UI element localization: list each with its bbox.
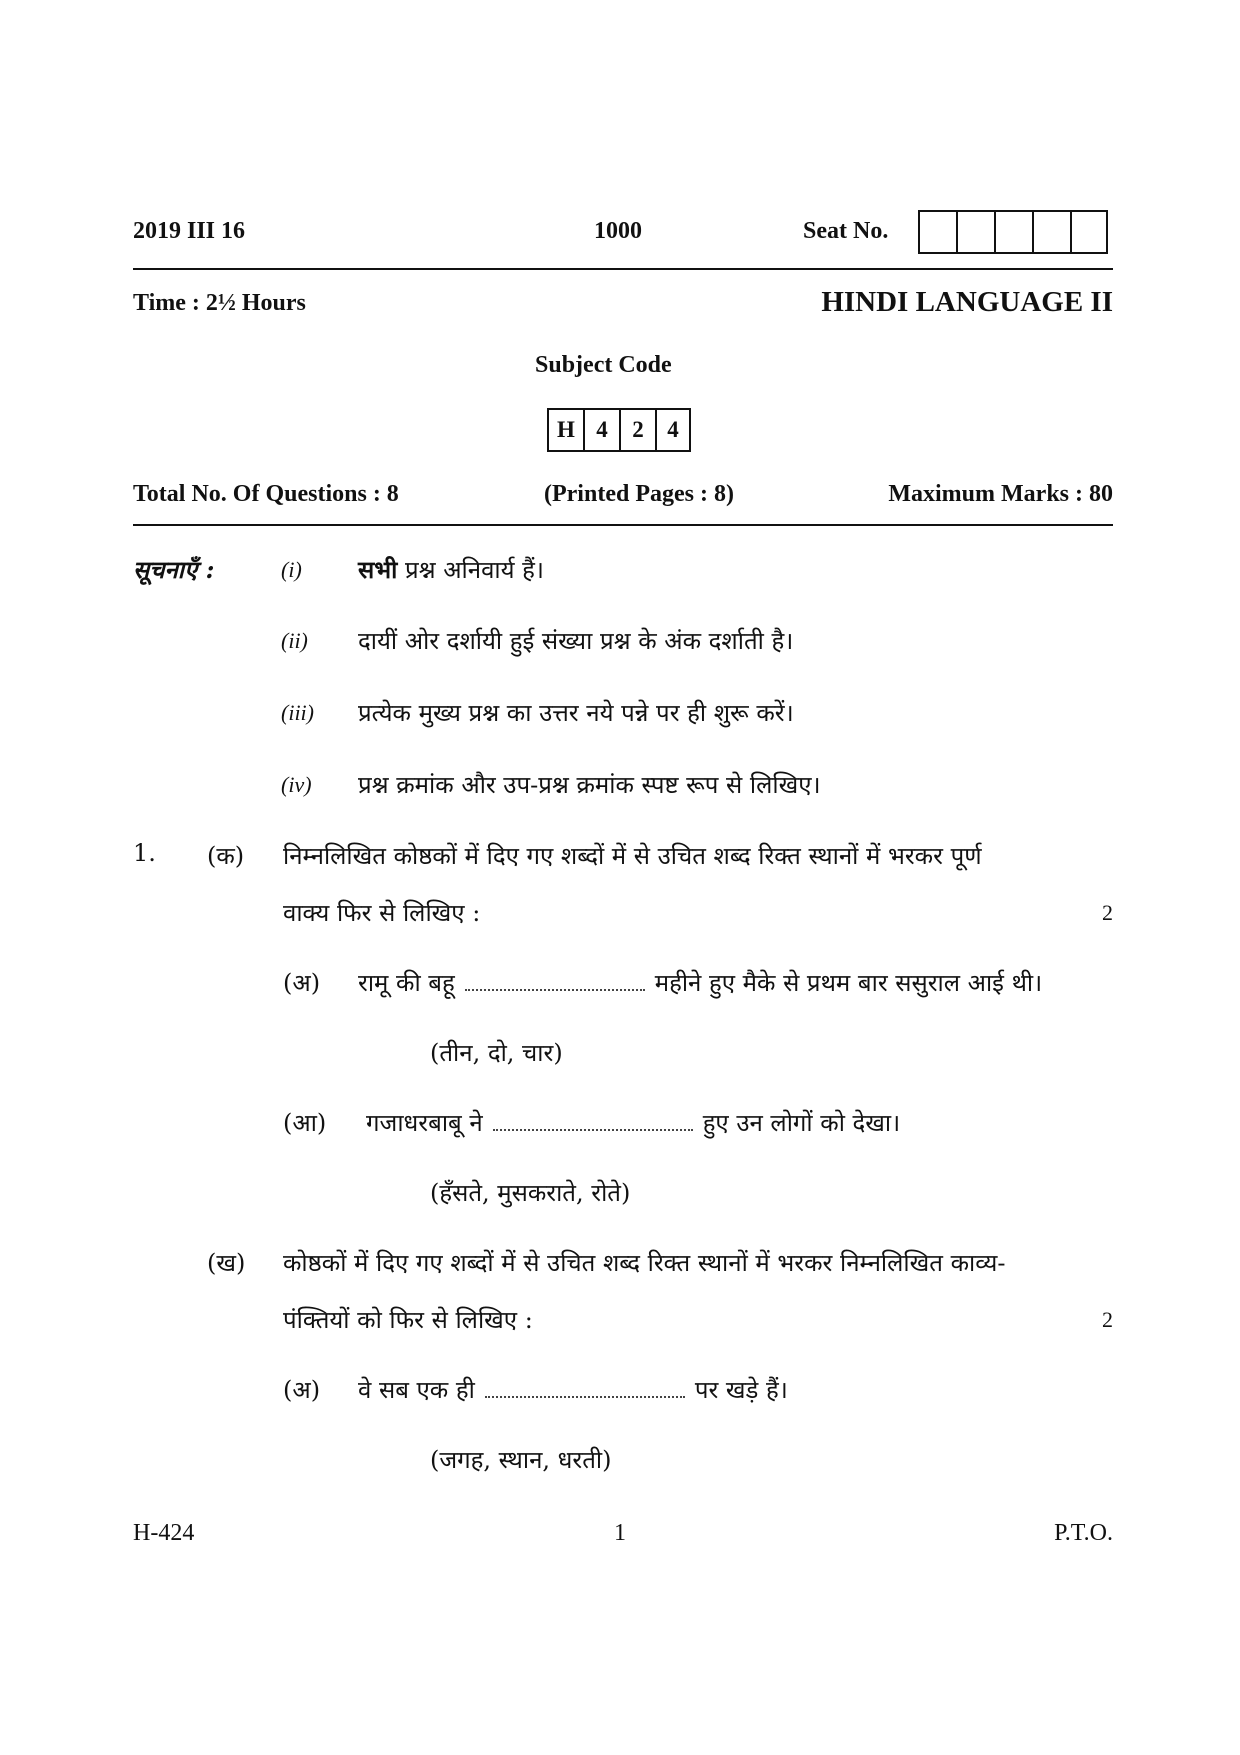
word-options: (हँसते, मुसकराते, रोते) [430, 1179, 631, 1207]
fill-blank-sentence [366, 1106, 900, 1139]
please-turn-over: P.T.O. [1054, 1520, 1113, 1546]
instruction-num: (iv) [281, 772, 312, 797]
sentence-start: रामू की बहू [358, 969, 455, 997]
sentence-start: वे सब एक ही [358, 1376, 475, 1404]
footer-paper-code: H-424 [133, 1520, 195, 1546]
subject-code-char: 4 [583, 408, 619, 452]
subject-code-label: Subject Code [535, 352, 672, 378]
instruction-text: प्रत्येक मुख्य प्रश्न का उत्तर नये पन्ने पर ही शुरू करें। [358, 699, 794, 727]
instruction-emphasis: सभी [358, 555, 398, 584]
blank-dots [465, 971, 645, 991]
printed-pages: (Printed Pages : 8) [544, 481, 734, 507]
item-label: (आ) [283, 1109, 327, 1137]
marks: 2 [1102, 900, 1113, 925]
seat-box[interactable] [956, 210, 994, 254]
instruction-num: (i) [281, 557, 302, 582]
exam-code: 2019 III 16 [133, 218, 246, 244]
subject-code-char: 2 [619, 408, 655, 452]
word-options: (तीन, दो, चार) [430, 1039, 563, 1067]
sentence-end: महीने हुए मैके से प्रथम बार ससुराल आई थी। [654, 969, 1043, 997]
copy-count: 1000 [594, 218, 642, 244]
exam-time: Time : 2½ Hours [133, 290, 306, 316]
subquestion-label: (ख) [207, 1249, 246, 1277]
instruction-text: प्रश्न क्रमांक और उप-प्रश्न क्रमांक स्पष्ट रूप से लिखिए। [358, 771, 821, 799]
instruction-text: दायीं ओर दर्शायी हुई संख्या प्रश्न के अंक दर्शाती है। [358, 627, 794, 655]
page-number: 1 [614, 1520, 626, 1546]
seat-box[interactable] [1032, 210, 1070, 254]
seat-number-boxes[interactable] [918, 210, 1108, 254]
instruction-num: (ii) [281, 628, 308, 653]
seat-label: Seat No. [803, 218, 889, 244]
instructions-label: सूचनाएँ : [133, 555, 215, 584]
fill-blank-sentence [358, 966, 1042, 999]
subject-title: HINDI LANGUAGE II [821, 286, 1113, 318]
instruction-num: (iii) [281, 700, 314, 725]
seat-box[interactable] [918, 210, 956, 254]
maximum-marks: Maximum Marks : 80 [888, 481, 1113, 507]
sentence-end: हुए उन लोगों को देखा। [702, 1109, 901, 1137]
seat-box[interactable] [1070, 210, 1108, 254]
word-options: (जगह, स्थान, धरती) [430, 1446, 612, 1474]
blank-dots [493, 1111, 693, 1131]
instruction-text: प्रश्न अनिवार्य हैं। [404, 556, 545, 584]
sentence-start: गजाधरबाबू ने [366, 1109, 483, 1137]
blank-dots [485, 1378, 685, 1398]
question-text: पंक्तियों को फिर से लिखिए : [283, 1306, 533, 1334]
question-text: कोष्ठकों में दिए गए शब्दों में से उचित शब्द रिक्त स्थानों में भरकर निम्नलिखित काव्य- [283, 1249, 1006, 1277]
instruction-item [358, 553, 544, 586]
fill-blank-sentence [358, 1373, 788, 1406]
sentence-end: पर खड़े हैं। [694, 1376, 788, 1404]
total-questions: Total No. Of Questions : 8 [133, 481, 399, 507]
subject-code-boxes [547, 408, 691, 452]
question-number: 1. [133, 839, 156, 867]
marks: 2 [1102, 1307, 1113, 1332]
seat-box[interactable] [994, 210, 1032, 254]
subject-code-char: H [547, 408, 583, 452]
header-rule-top [133, 268, 1113, 270]
question-text: वाक्य फिर से लिखिए : [283, 899, 481, 927]
subject-code-char: 4 [655, 408, 691, 452]
subquestion-label: (क) [207, 842, 245, 870]
question-text: निम्नलिखित कोष्ठकों में दिए गए शब्दों में से उचित शब्द रिक्त स्थानों में भरकर पूर्ण [283, 842, 982, 870]
item-label: (अ) [283, 1376, 321, 1404]
item-label: (अ) [283, 969, 321, 997]
header-rule-bottom [133, 524, 1113, 526]
